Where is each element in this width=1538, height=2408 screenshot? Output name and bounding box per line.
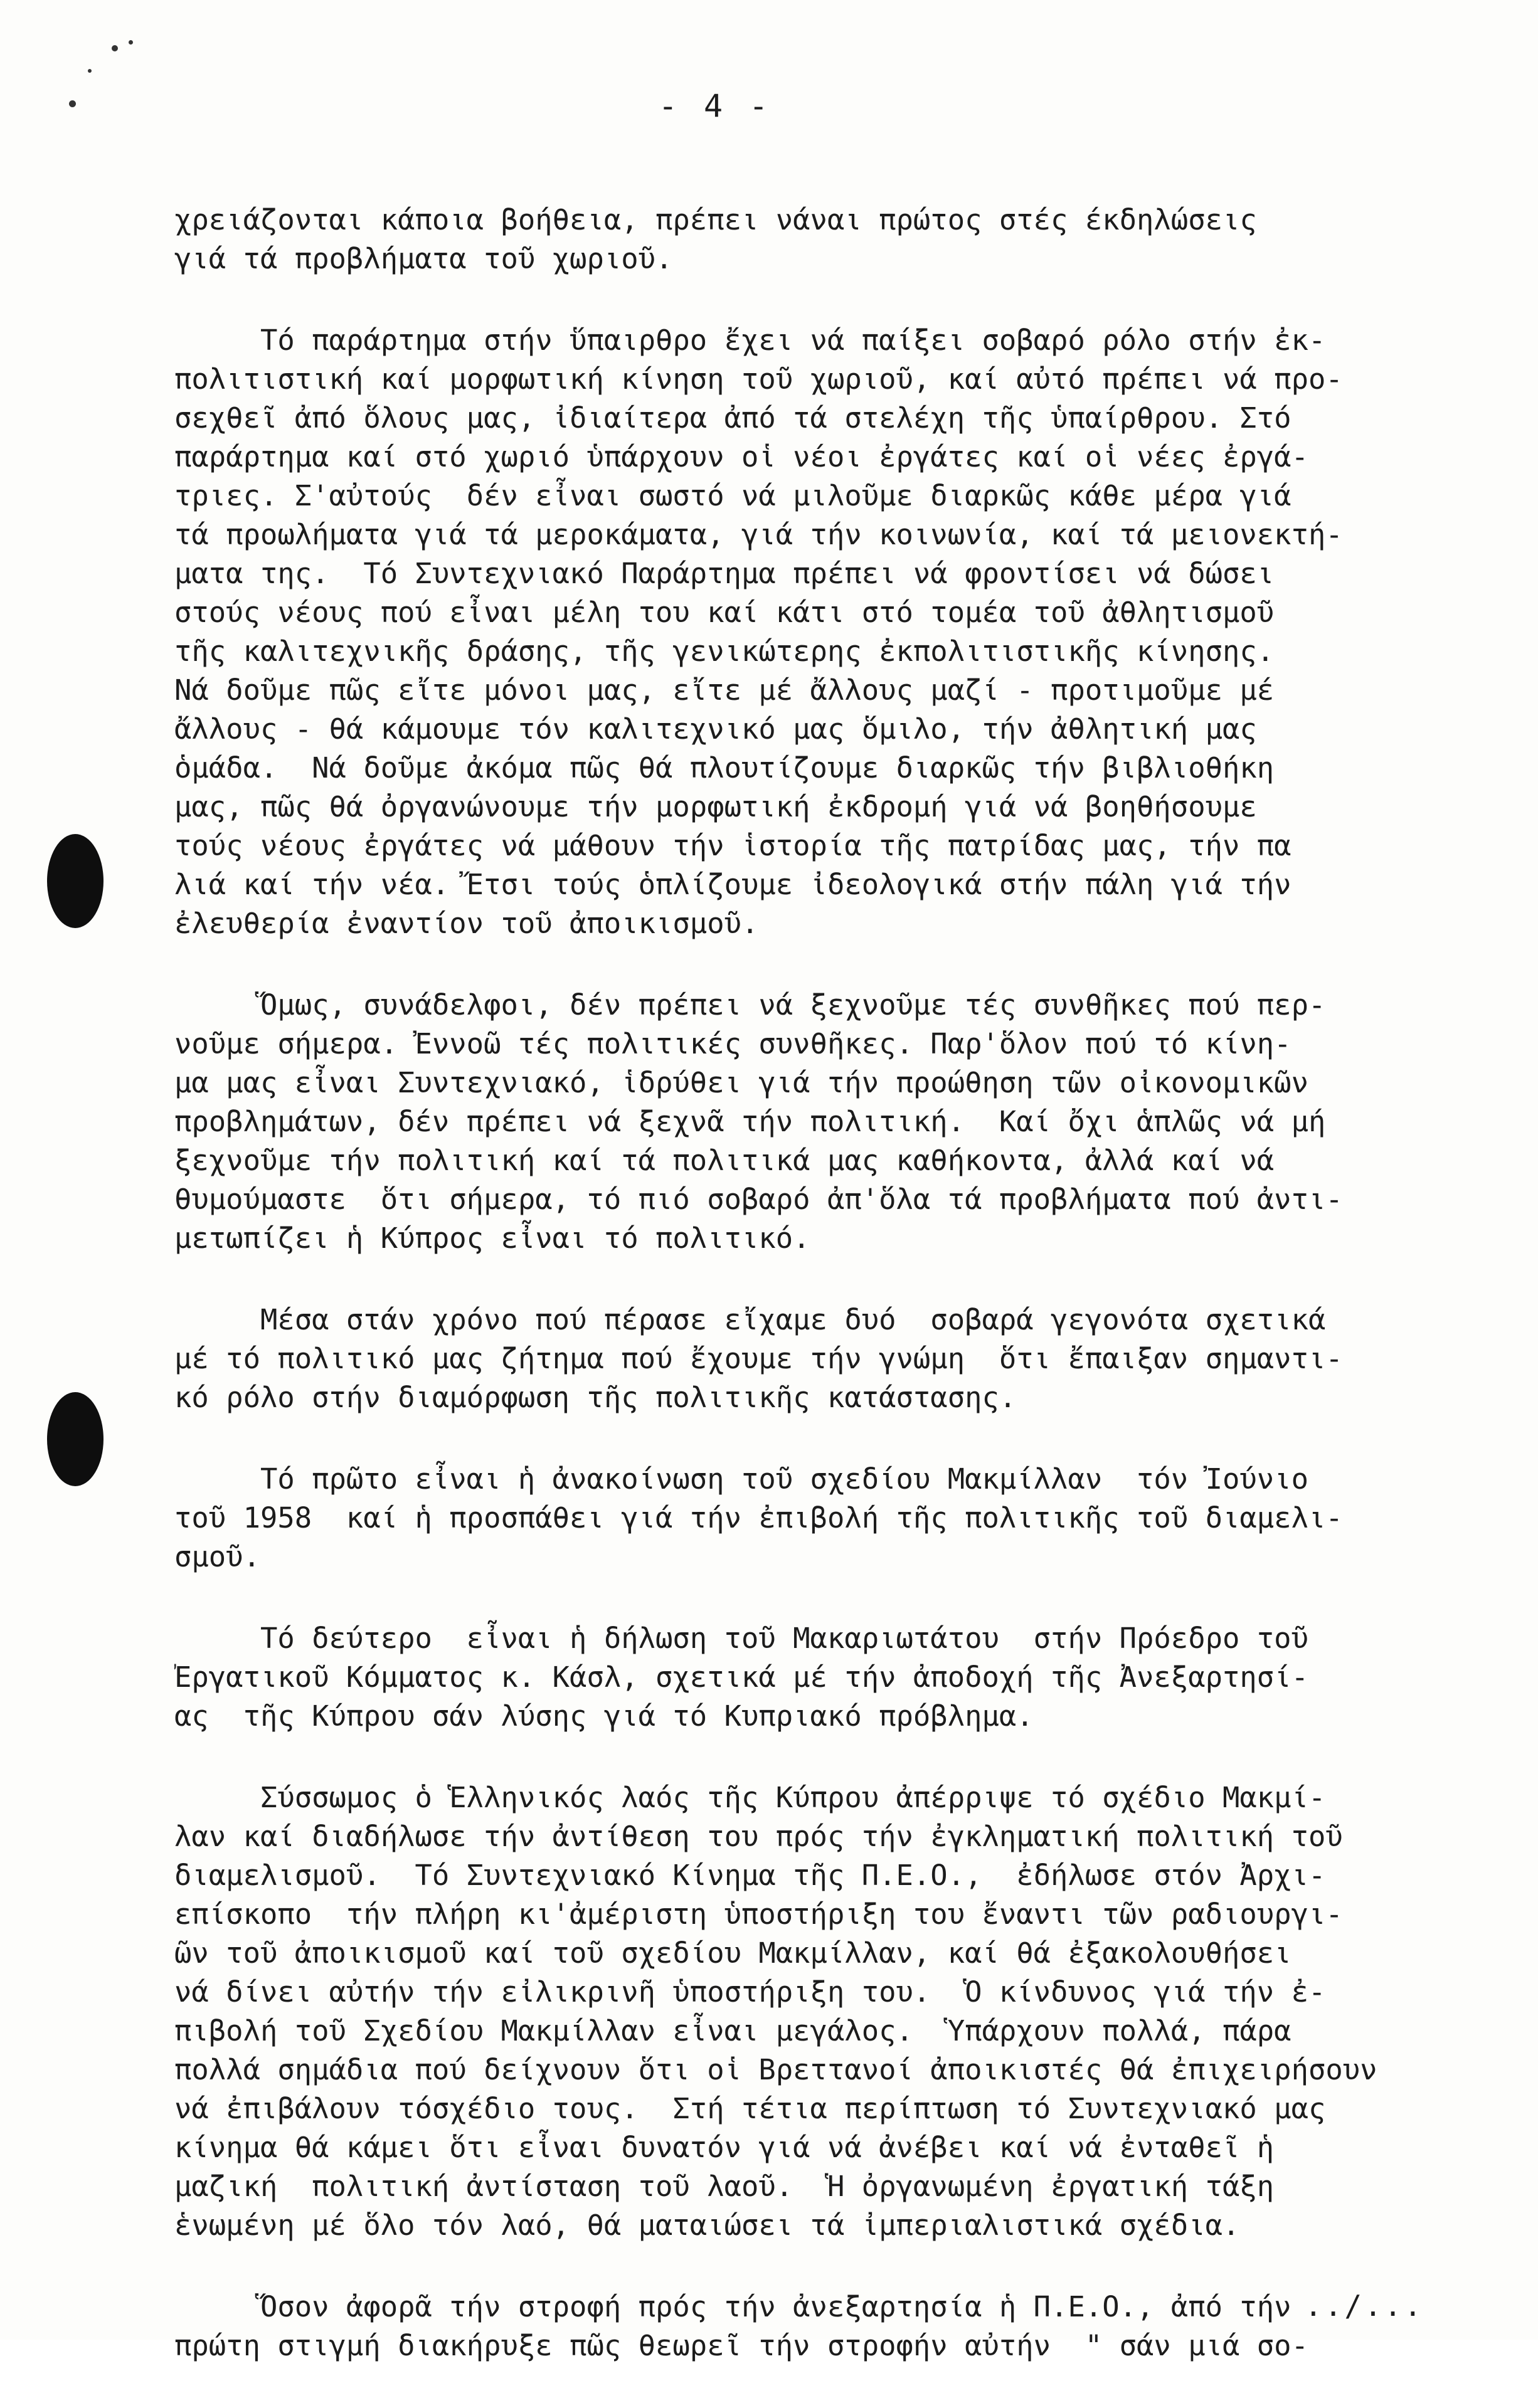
text-line: ἄλλους - θά κάμουμε τόν καλιτεχνικό μας ὅμιλο, τήν ἀθλητική μας [174, 712, 1257, 746]
text-line: Ἐργατικοῦ Κόμματος κ. Κάσλ, σχετικά μέ τήν ἀποδοχή τῆς Ἀνεξαρτησί- [174, 1661, 1308, 1694]
text-line: μας, πῶς θά ὀργανώνουμε τήν μορφωτική ἐκδρομή γιά νά βοηθήσουμε [174, 790, 1257, 823]
text-line: σεχθεῖ ἀπό ὅλους μας, ἰδιαίτερα ἀπό τά στελέχη τῆς ὑπαίρθρου. Στό [174, 401, 1291, 435]
text-line: επίσκοπο τήν πλήρη κι'ἀμέριστη ὑποστήριξη του ἔναντι τῶν ραδιουργι- [174, 1898, 1343, 1931]
text-line: ῶν τοῦ ἀποικισμοῦ καί τοῦ σχεδίου Μακμίλλαν, καί θά ἐξακολουθήσει [174, 1936, 1291, 1970]
text-line: τούς νέους ἐργάτες νά μάθουν τήν ἱστορία τῆς πατρίδας μας, τήν πα [174, 829, 1291, 862]
text-line: γιά τά προβλήματα τοῦ χωριοῦ. [174, 242, 673, 275]
ink-speck [129, 40, 133, 45]
text-line: Σύσσωμος ὁ Ἑλληνικός λαός τῆς Κύπρου ἀπέρριψε τό σχέδιο Μακμί- [174, 1781, 1326, 1814]
text-line: μαζική πολιτική ἀντίσταση τοῦ λαοῦ. Ἡ ὀργανωμένη ἐργατική τάξη [174, 2170, 1275, 2203]
paragraph [174, 1619, 1479, 1736]
paragraph [174, 1778, 1479, 2245]
paragraph [174, 2288, 1479, 2365]
punch-hole-lower [47, 1392, 103, 1486]
text-line: στούς νέους πού εἶναι μέλη του καί κάτι στό τομέα τοῦ ἀθλητισμοῦ [174, 596, 1275, 629]
text-line: λιά καί τήν νέα. Ἔτσι τούς ὁπλίζουμε ἰδεολογικά στήν πάλη γιά τήν [174, 868, 1291, 901]
text-line: μα μας εἶναι Συντεχνιακό, ἱδρύθει γιά τήν προώθηση τῶν οἰκονομικῶν [174, 1066, 1308, 1099]
text-line: τῆς καλιτεχνικῆς δράσης, τῆς γενικώτερης ἐκπολιτιστικῆς κίνησης. [174, 635, 1275, 668]
text-line: Μέσα στάν χρόνο πού πέρασε εἴχαμε δυό σοβαρά γεγονότα σχετικά [174, 1303, 1326, 1336]
text-line: Ὅμως, συνάδελφοι, δέν πρέπει νά ξεχνοῦμε τές συνθῆκες πού περ- [174, 988, 1326, 1022]
text-line: Τό παράρτημα στήν ὕπαιρθρο ἔχει νά παίξει σοβαρό ρόλο στήν ἐκ- [174, 324, 1326, 357]
text-line: κίνημα θά κάμει ὅτι εἶναι δυνατόν γιά νά ἀνέβει καί νά ἐνταθεῖ ἡ [174, 2131, 1275, 2164]
text-line: Νά δοῦμε πῶς εἴτε μόνοι μας, εἴτε μέ ἄλλους μαζί - προτιμοῦμε μέ [174, 673, 1275, 707]
text-line: Ὅσον ἀφορᾶ τήν στροφή πρός τήν ἀνεξαρτησία ἡ Π.Ε.Ο., ἀπό τήν [174, 2290, 1291, 2323]
text-line: νά δίνει αὐτήν τήν εἰλικρινῆ ὑποστήριξη του. Ὁ κίνδυνος γιά τήν ἐ- [174, 1975, 1326, 2009]
text-line: χρειάζονται κάποια βοήθεια, πρέπει νάναι πρώτος στές έκδηλώσεις [174, 203, 1257, 236]
text-line: ας τῆς Κύπρου σάν λύσης γιά τό Κυπριακό πρόβλημα. [174, 1699, 1034, 1733]
page-number: - 4 - [658, 88, 772, 124]
text-line: πολιτιστική καί μορφωτική κίνηση τοῦ χωριοῦ, καί αὐτό πρέπει νά προ- [174, 362, 1343, 396]
text-line: Τό πρῶτο εἶναι ἡ ἀνακοίνωση τοῦ σχεδίου Μακμίλλαν τόν Ἰούνιο [174, 1462, 1308, 1496]
text-line: τοῦ 1958 καί ἡ προσπάθει γιά τήν ἐπιβολή τῆς πολιτικῆς τοῦ διαμελι- [174, 1501, 1343, 1534]
text-line: διαμελισμοῦ. Τό Συντεχνιακό Κίνημα τῆς Π.Ε.Ο., ἐδήλωσε στόν Ἀρχι- [174, 1859, 1326, 1892]
text-line: μέ τό πολιτικό μας ζήτημα πού ἔχουμε τήν γνώμη ὅτι ἔπαιξαν σημαντι- [174, 1342, 1343, 1375]
text-line: πρώτη στιγμή διακήρυξε πῶς θεωρεῖ τήν στροφήν αὐτήν " σάν μιά σο- [174, 2329, 1308, 2362]
text-line: ὁμάδα. Νά δοῦμε ἀκόμα πῶς θά πλουτίζουμε διαρκῶς τήν βιβλιοθήκη [174, 751, 1275, 784]
text-line: ἐλευθερία ἐναντίον τοῦ ἀποικισμοῦ. [174, 907, 759, 940]
text-line: ξεχνοῦμε τήν πολιτική καί τά πολιτικά μας καθήκοντα, ἀλλά καί νά [174, 1144, 1275, 1177]
text-line: πιβολή τοῦ Σχεδίου Μακμίλλαν εἶναι μεγάλος. Ὑπάρχουν πολλά, πάρα [174, 2014, 1291, 2047]
punch-hole-upper [47, 834, 103, 928]
paragraph [174, 1301, 1479, 1417]
text-line: τά προωλήματα γιά τά μεροκάματα, γιά τήν κοινωνία, καί τά μειονεκτή- [174, 518, 1343, 551]
text-line: λαν καί διαδήλωσε τήν ἀντίθεση του πρός τήν ἐγκληματική πολιτική τοῦ [174, 1820, 1343, 1853]
text-line: ματα της. Τό Συντεχνιακό Παράρτημα πρέπει νά φροντίσει νά δώσει [174, 557, 1275, 590]
paragraph [174, 201, 1479, 278]
text-line: παράρτημα καί στό χωριό ὑπάρχουν οἱ νέοι ἐργάτες καί οἱ νέες ἐργά- [174, 440, 1308, 473]
paragraph [174, 321, 1479, 943]
text-line: νοῦμε σήμερα. Ἐννοῶ τές πολιτικές συνθῆκες. Παρ'ὅλον πού τό κίνη- [174, 1027, 1291, 1060]
ink-speck [69, 100, 76, 107]
body-text [174, 201, 1479, 2408]
text-line: θυμούμαστε ὅτι σήμερα, τό πιό σοβαρό ἀπ'ὅλα τά προβλήματα πού ἀντι- [174, 1183, 1343, 1216]
text-line: νά ἐπιβάλουν τόσχέδιο τους. Στή τέτια περίπτωση τό Συντεχνιακό μας [174, 2092, 1326, 2125]
text-line: σμοῦ. [174, 1540, 260, 1573]
text-line: μετωπίζει ἡ Κύπρος εἶναι τό πολιτικό. [174, 1222, 810, 1255]
text-line: ἑνωμένη μέ ὅλο τόν λαό, θά ματαιώσει τά ἰμπεριαλιστικά σχέδια. [174, 2209, 1240, 2242]
text-line: πολλά σημάδια πού δείχνουν ὅτι οἱ Βρεττανοί ἀποικιστές θά ἐπιχειρήσουν [174, 2053, 1377, 2086]
text-line: Τό δεύτερο εἶναι ἡ δήλωση τοῦ Μακαριωτάτου στήν Πρόεδρο τοῦ [174, 1622, 1308, 1655]
paragraph [174, 986, 1479, 1258]
text-line: τριες. Σ'αὐτούς δέν εἶναι σωστό νά μιλοῦμε διαρκῶς κάθε μέρα γιά [174, 479, 1291, 512]
ink-speck [88, 69, 92, 73]
ink-speck [112, 45, 118, 51]
continuation-mark: ../... [1305, 2289, 1424, 2323]
text-line: κό ρόλο στήν διαμόρφωση τῆς πολιτικῆς κατάστασης. [174, 1381, 1017, 1414]
paragraph [174, 1460, 1479, 1576]
text-line: προβλημάτων, δέν πρέπει νά ξεχνᾶ τήν πολιτική. Καί ὄχι ἁπλῶς νά μή [174, 1105, 1326, 1138]
